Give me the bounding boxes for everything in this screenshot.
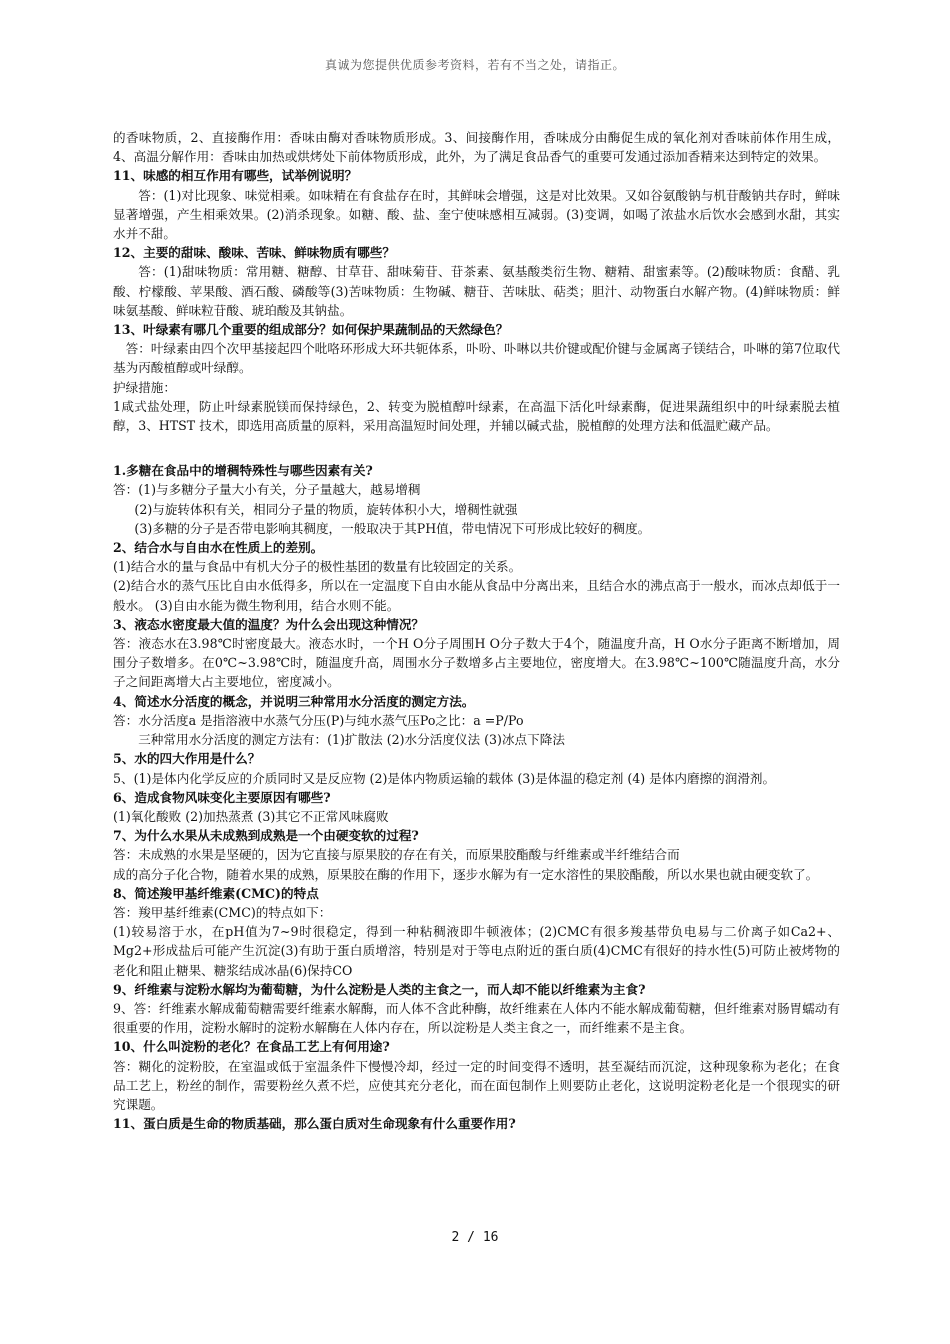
question-heading: 11、蛋白质是生命的物质基础，那么蛋白质对生命现象有什么重要作用? <box>113 1116 516 1132</box>
paragraph: 1咸式盐处理，防止叶绿素脱镁而保持绿色，2、转变为脱植醇叶绿素，在高温下活化叶绿素酶，促进果蔬组织中的叶绿素脱去植醇，3、HTST 技术，即选用高质量的原料，采用高温短时间处理，并辅以碱式盐，脱植醇的处理方法和低温贮藏产品。 <box>113 398 840 434</box>
question-heading: 10、什么叫淀粉的老化？在食品工艺上有何用途? <box>113 1039 390 1055</box>
answer-paragraph: 答：(1)对比现象、味觉相乘。如味精在有食盐存在时，其鲜味会增强，这是对比效果。又如谷氨酸钠与机苷酸钠共存时，鲜味显著增强，产生相乘效果。(2)消杀现象。如糖、酸、盐、奎宁使味感相互减弱。(3)变调，如喝了浓盐水后饮水会感到水甜，其实水并不甜。 <box>113 187 840 242</box>
paragraph: 护绿措施： <box>113 379 176 395</box>
answer-paragraph: (1)较易溶于水，在pH值为7~9时很稳定，得到一种粘稠液即牛顿液体；(2)CMC有很多羧基带负电易与二价离子如Ca2+、Mg2+形成盐后可能产生沉淀(3)有助于蛋白质增溶，特别是对于等电点附近的蛋白质(4)CMC有很好的持水性(5)可防止被烤物的老化和阻止糖果、糖浆结成冰晶(6)保持CO <box>113 924 840 978</box>
page-header-note: 真诚为您提供优质参考资料，若有不当之处，请指正。 <box>324 58 625 72</box>
answer-paragraph: 答：未成熟的水果是坚硬的，因为它直接与原果胶的存在有关，而原果胶酯酸与纤维素或半纤维结合而 <box>113 847 680 863</box>
question-heading: 2、结合水与自由水在性质上的差别。 <box>113 540 324 556</box>
question-heading: 5、水的四大作用是什么？ <box>113 751 261 767</box>
document-body <box>113 128 840 1133</box>
answer-paragraph: 成的高分子化合物，随着水果的成熟，原果胶在酶的作用下，逐步水解为有一定水溶性的果胶酯酸，所以水果也就由硬变软了。 <box>113 866 819 882</box>
page-number: 2 / 16 <box>451 1230 499 1245</box>
answer-paragraph: 5、(1)是体内化学反应的介质同时又是反应物 (2)是体内物质运输的载体 (3)是体温的稳定剂 (4) 是体内磨擦的润滑剂。 <box>113 770 776 786</box>
answer-paragraph: (3)多糖的分子是否带电影响其稠度，一般取决于其PH值，带电情况下可形成比较好的稠度。 <box>134 520 651 536</box>
answer-paragraph: 三种常用水分活度的测定方法有：(1)扩散法 (2)水分活度仪法 (3)冰点下降法 <box>138 732 565 748</box>
question-heading: 8、简述羧甲基纤维素(CMC)的特点 <box>113 885 319 901</box>
question-heading: 13、叶绿素有哪几个重要的组成部分？如何保护果蔬制品的天然绿色？ <box>113 322 509 338</box>
question-heading: 12、主要的甜味、酸味、苦味、鲜味物质有哪些？ <box>113 245 395 261</box>
question-heading: 11、味感的相互作用有哪些，试举例说明？ <box>113 168 358 184</box>
answer-paragraph: 答：水分活度a 是指溶液中水蒸气分压(P)与纯水蒸气压Po之比：a =P/Po <box>113 712 524 728</box>
section-gap <box>113 435 840 461</box>
answer-paragraph: (2)结合水的蒸气压比自由水低得多，所以在一定温度下自由水能从食品中分离出来，且结合水的沸点高于一般水，而冰点却低于一般水。 (3)自由水能为微生物利用，结合水则不能。 <box>113 578 840 613</box>
answer-paragraph: 答：糊化的淀粉胶，在室温或低于室温条件下慢慢冷却，经过一定的时间变得不透明，甚至凝结而沉淀，这种现象称为老化；在食品工艺上，粉丝的制作，需要粉丝久煮不烂，应使其充分老化，而在面包制作上则要防止老化，这说明淀粉老化是一个很现实的研究课题。 <box>113 1058 840 1112</box>
answer-paragraph: 答：(1)甜味物质：常用糖、糖醇、甘草苷、甜味菊苷、苷茶素、氨基酸类衍生物、糖精、甜蜜素等。(2)酸味物质：食醋、乳酸、柠檬酸、苹果酸、酒石酸、磷酸等(3)苦味物质：生物碱、糖苷、苦味肽、萜类；胆汁、动物蛋白水解产物。(4)鲜味物质：鲜味氨基酸、鲜味粒苷酸、琥珀酸及其钠盐。 <box>113 264 840 318</box>
answer-paragraph: (1)氧化酸败 (2)加热蒸煮 (3)其它不正常风味腐败 <box>113 808 389 824</box>
question-heading: 7、为什么水果从未成熟到成熟是一个由硬变软的过程? <box>113 828 419 844</box>
answer-paragraph: (1)结合水的量与食品中有机大分子的极性基团的数量有比较固定的关系。 <box>113 559 522 575</box>
question-heading: 9、纤维素与淀粉水解均为葡萄糖，为什么淀粉是人类的主食之一，而人却不能以纤维素为主食? <box>113 981 646 997</box>
question-heading: 3、液态水密度最大值的温度？为什么会出现这种情况？ <box>113 616 425 632</box>
question-heading: 4、简述水分活度的概念，并说明三种常用水分活度的测定方法。 <box>113 693 475 709</box>
answer-paragraph: 答：液态水在3.98℃时密度最大。液态水时，一个H O分子周围H O分子数大于4个，随温度升高，H O水分子距离不断增加，周围分子数增多。在0℃~3.98℃时，随温度升高，周围水分子数增多占主要地位，密度增大。在3.98℃~100℃随温度升高，水分子之间距离增大占主要地位，密度减小。 <box>113 636 840 690</box>
answer-paragraph: 答：叶绿素由四个次甲基接起四个吡咯环形成大环共轭体系，卟吩、卟啉以共价键或配价键与金属离子镁结合，卟啉的第7位取代基为丙酸植醇或叶绿醇。 <box>113 341 840 376</box>
question-heading: 6、造成食物风味变化主要原因有哪些? <box>113 789 331 805</box>
answer-paragraph: 9、答：纤维素水解成葡萄糖需要纤维素水解酶，而人体不含此种酶，故纤维素在人体内不能水解成葡萄糖，但纤维素对肠胃蠕动有很重要的作用，淀粉水解时的淀粉水解酶在人体内存在，所以淀粉是人类主食之一，而纤维素不是主食。 <box>113 1000 840 1036</box>
question-heading: 1.多糖在食品中的增稠特殊性与哪些因素有关? <box>113 463 373 479</box>
answer-paragraph: 答：羧甲基纤维素(CMC)的特点如下： <box>113 904 332 920</box>
answer-paragraph: (2)与旋转体积有关，相同分子量的物质，旋转体积小大，增稠性就强 <box>134 501 518 517</box>
answer-paragraph: 答：(1)与多糖分子量大小有关，分子量越大，越易增稠 <box>113 482 421 498</box>
paragraph: 的香味物质，2、直接酶作用：香味由酶对香味物质形成。3、间接酶作用，香味成分由酶促生成的氧化剂对香味前体作用生成，4、高温分解作用：香味由加热或烘烤处下前体物质形成，此外，为了满足食品香气的重要可发通过添加香精来达到特定的效果。 <box>113 130 840 165</box>
